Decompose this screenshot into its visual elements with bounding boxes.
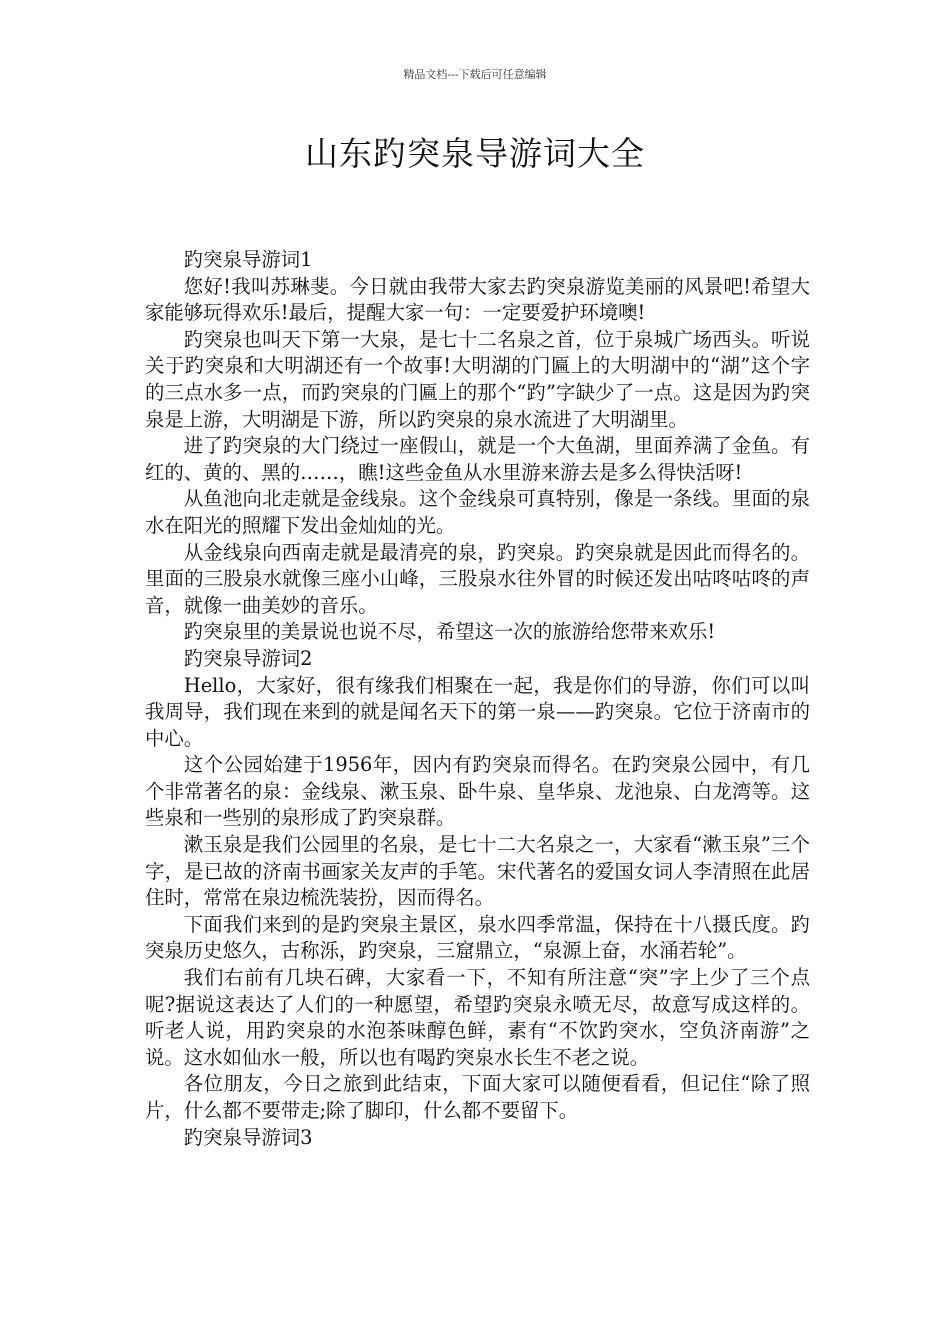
- paragraph: 我们右前有几块石碑，大家看一下，不知有所注意“突”字上少了三个点呢?据说这表达了人们的一种愿望，希望趵突泉永喷无尽，故意写成这样的。听老人说，用趵突泉的水泡茶味醇色鲜，素有“不饮趵突水，空负济南游”之说。这水如仙水一般，所以也有喝趵突泉水长生不老之说。: [145, 966, 810, 1069]
- paragraph: 下面我们来到的是趵突泉主景区，泉水四季常温，保持在十八摄氏度。趵突泉历史悠久，古称泺，趵突泉，三窟鼎立，“泉源上奋，水涌若轮”。: [145, 912, 810, 963]
- paragraph: 您好!我叫苏琳斐。今日就由我带大家去趵突泉游览美丽的风景吧!希望大家能够玩得欢乐!最后，提醒大家一句：一定要爱护环境噢!: [145, 274, 810, 325]
- paragraph: 漱玉泉是我们公园里的名泉，是七十二大名泉之一，大家看“漱玉泉”三个字，是已故的济南书画家关友声的手笔。宋代著名的爱国女词人李清照在此居住时，常常在泉边梳洗装扮，因而得名。: [145, 833, 810, 910]
- paragraph: 这个公园始建于1956年，因内有趵突泉而得名。在趵突泉公园中，有几个非常著名的泉：金线泉、漱玉泉、卧牛泉、皇华泉、龙池泉、白龙湾等。这些泉和一些别的泉形成了趵突泉群。: [145, 753, 810, 830]
- paragraph: 趵突泉也叫天下第一大泉，是七十二名泉之首，位于泉城广场西头。听说关于趵突泉和大明湖还有一个故事!大明湖的门匾上的大明湖中的“湖”这个字的三点水多一点，而趵突泉的门匾上的那个“趵”字缺少了一点。这是因为趵突泉是上游，大明湖是下游，所以趵突泉的泉水流进了大明湖里。: [145, 327, 810, 431]
- paragraph: 各位朋友，今日之旅到此结束，下面大家可以随便看看，但记住“除了照片，什么都不要带走;除了脚印，什么都不要留下。: [145, 1072, 810, 1122]
- paragraph: 进了趵突泉的大门绕过一座假山，就是一个大鱼湖，里面养满了金鱼。有红的、黄的、黑的……，瞧!这些金鱼从水里游来游去是多么得快活呀!: [145, 434, 810, 484]
- paragraph: Hello，大家好，很有缘我们相聚在一起，我是你们的导游，你们可以叫我周导，我们现在来到的就是闻名天下的第一泉——趵突泉。它位于济南市的中心。: [145, 673, 810, 750]
- paragraph: 从鱼池向北走就是金线泉。这个金线泉可真特别，像是一条线。里面的泉水在阳光的照耀下发出金灿灿的光。: [145, 487, 810, 537]
- document-body: [145, 247, 810, 1151]
- section-heading: 趵突泉导游词1: [183, 248, 313, 271]
- paragraph: 从金线泉向西南走就是最清亮的泉，趵突泉。趵突泉就是因此而得名的。里面的三股泉水就像三座小山峰，三股泉水往外冒的时候还发出咕咚咕咚的声音，就像一曲美妙的音乐。: [145, 540, 810, 617]
- section-heading: 趵突泉导游词2: [183, 646, 313, 670]
- paragraph: 趵突泉里的美景说也说不尽，希望这一次的旅游给您带来欢乐!: [183, 620, 716, 644]
- page-title: 山东趵突泉导游词大全: [305, 134, 645, 173]
- section-heading: 趵突泉导游词3: [183, 1125, 313, 1149]
- header-note: 精品文档---下载后可任意编辑: [403, 68, 547, 81]
